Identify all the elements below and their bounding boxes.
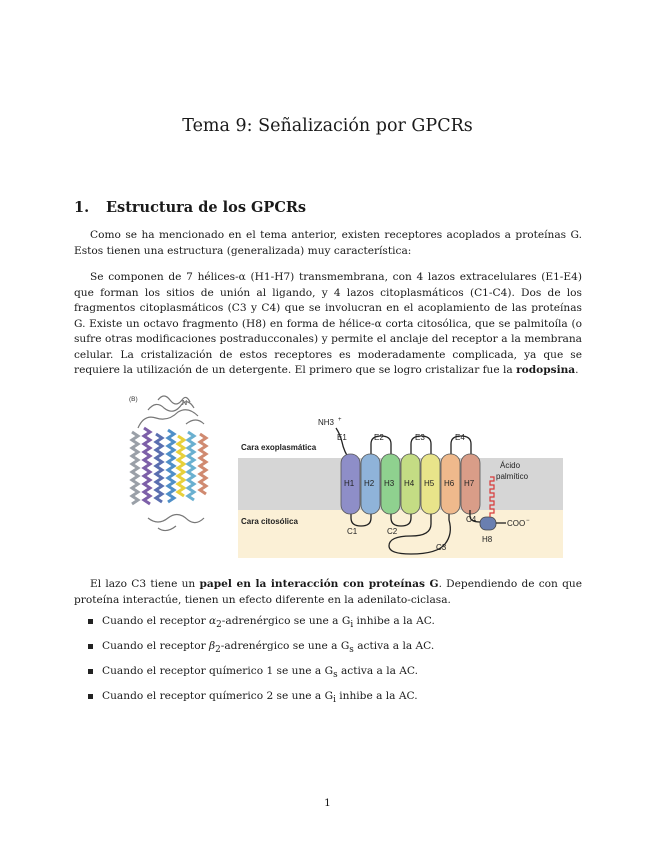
structure-paragraph <box>74 270 582 379</box>
coo-charge: − <box>526 518 530 524</box>
ribbon-helix-4 <box>168 430 174 502</box>
gpcr-figure <box>118 388 568 558</box>
loop-e3: E3 <box>415 433 425 442</box>
helix-h5-label: H5 <box>424 479 435 488</box>
list-item: Cuando el receptor químerico 2 se une a $G_i$ inhibe a la AC. <box>88 689 435 714</box>
helix-h2 <box>361 454 380 514</box>
receptor-list <box>88 614 435 714</box>
helix-h7-label: H7 <box>464 479 475 488</box>
page-title: Tema 9: Señalización por GPCRs <box>182 116 473 136</box>
ribbon-helix-5 <box>178 436 184 496</box>
helix-h7 <box>461 454 480 514</box>
c3-bold: papel en la interacción con proteínas G <box>199 578 439 590</box>
helix-h3-label: H3 <box>384 479 395 488</box>
ribbon-helix-1 <box>132 432 138 504</box>
nh3-charge: + <box>338 417 342 423</box>
list-item: Cuando el receptor químerico 1 se une a $G_s$ activa a la AC. <box>88 664 435 689</box>
ribbon-helix-6 <box>188 432 194 500</box>
loop-c2: C2 <box>387 527 398 536</box>
helix-h8-label: H8 <box>482 535 493 544</box>
section-heading <box>74 199 306 216</box>
membrane-schematic <box>238 417 563 558</box>
intro-paragraph: Como se ha mencionado en el tema anterior, existen receptores acoplados a proteínas G. Estos tienen una estructura (generalizada) muy característica: <box>74 229 582 257</box>
ribbon-structure <box>129 396 206 531</box>
coo-label: COO <box>507 519 526 528</box>
loop-e2: E2 <box>374 433 384 442</box>
helix-h6 <box>441 454 460 514</box>
figure-label-b: (B) <box>129 396 138 403</box>
palmitic-acid-label-1: Ácido <box>500 461 521 470</box>
exoplasmic-face-label: Cara exoplasmática <box>241 443 317 452</box>
n-terminus-label: N <box>182 400 188 407</box>
ribbon-helix-7 <box>200 434 206 494</box>
helix-h6-label: H6 <box>444 479 455 488</box>
c3-after: . Dependiendo de con que proteína interactúe, tienen un efecto diferente en la adenilato-ciclasa. <box>74 578 582 606</box>
page-number: 1 <box>324 797 331 809</box>
loop-e4: E4 <box>455 433 465 442</box>
bullet-square-icon <box>88 644 93 649</box>
helix-h4 <box>401 454 420 514</box>
helix-h5 <box>421 454 440 514</box>
palmitic-acid-label-2: palmítico <box>496 472 529 481</box>
ribbon-helix-3 <box>156 434 162 502</box>
c3-paragraph <box>74 577 582 608</box>
section-number: 1. <box>74 199 90 216</box>
loop-c1: C1 <box>347 527 358 536</box>
bullet-square-icon <box>88 694 93 699</box>
nh3-label: NH3 <box>318 418 335 427</box>
list-item: Cuando el receptor $\alpha_2$-adrenérgico se une a $G_i$ inhibe a la AC. <box>88 614 435 639</box>
helix-h2-label: H2 <box>364 479 375 488</box>
loop-c3: C3 <box>436 543 447 552</box>
structure-end: . <box>575 364 579 376</box>
helix-h1-label: H1 <box>344 479 355 488</box>
rodopsina-term: rodopsina <box>516 364 576 376</box>
section-title: Estructura de los GPCRs <box>106 199 307 216</box>
helix-h3 <box>381 454 400 514</box>
list-item: Cuando el receptor $\beta_2$-adrenérgico se une a $G_s$ activa a la AC. <box>88 639 435 664</box>
c3-before: El lazo C3 tiene un <box>90 578 200 590</box>
bullet-square-icon <box>88 619 93 624</box>
loop-c4: C4 <box>466 515 477 524</box>
helix-h1 <box>341 454 360 514</box>
cytosolic-face-label: Cara citosólica <box>241 517 298 526</box>
loop-e1: E1 <box>337 433 347 442</box>
gpcr-diagram <box>118 388 568 558</box>
ribbon-helix-2 <box>144 428 150 504</box>
bullet-square-icon <box>88 669 93 674</box>
structure-text: Se componen de 7 hélices-α (H1-H7) transmembrana, con 4 lazos extracelulares (E1-E4) que forman los sitios de unión al ligando, y 4 lazos citoplasmáticos (C1-C4). Dos de los fragmentos citoplasmáticos (C3 y C4) que se involucran en el acoplamiento de las proteínas G. Existe un octavo fragmento (H8) en forma de hélice-α corta citosólica, que se palmitoíla (o sufre otras modificaciones postraducconales) y permite el anclaje del receptor a la membrana celular. La cristalización de estos receptores es moderadamente complicada, ya que se requiere la utilización de un detergente. El primero que se logro cristalizar fue la <box>74 271 582 376</box>
helix-h4-label: H4 <box>404 479 415 488</box>
